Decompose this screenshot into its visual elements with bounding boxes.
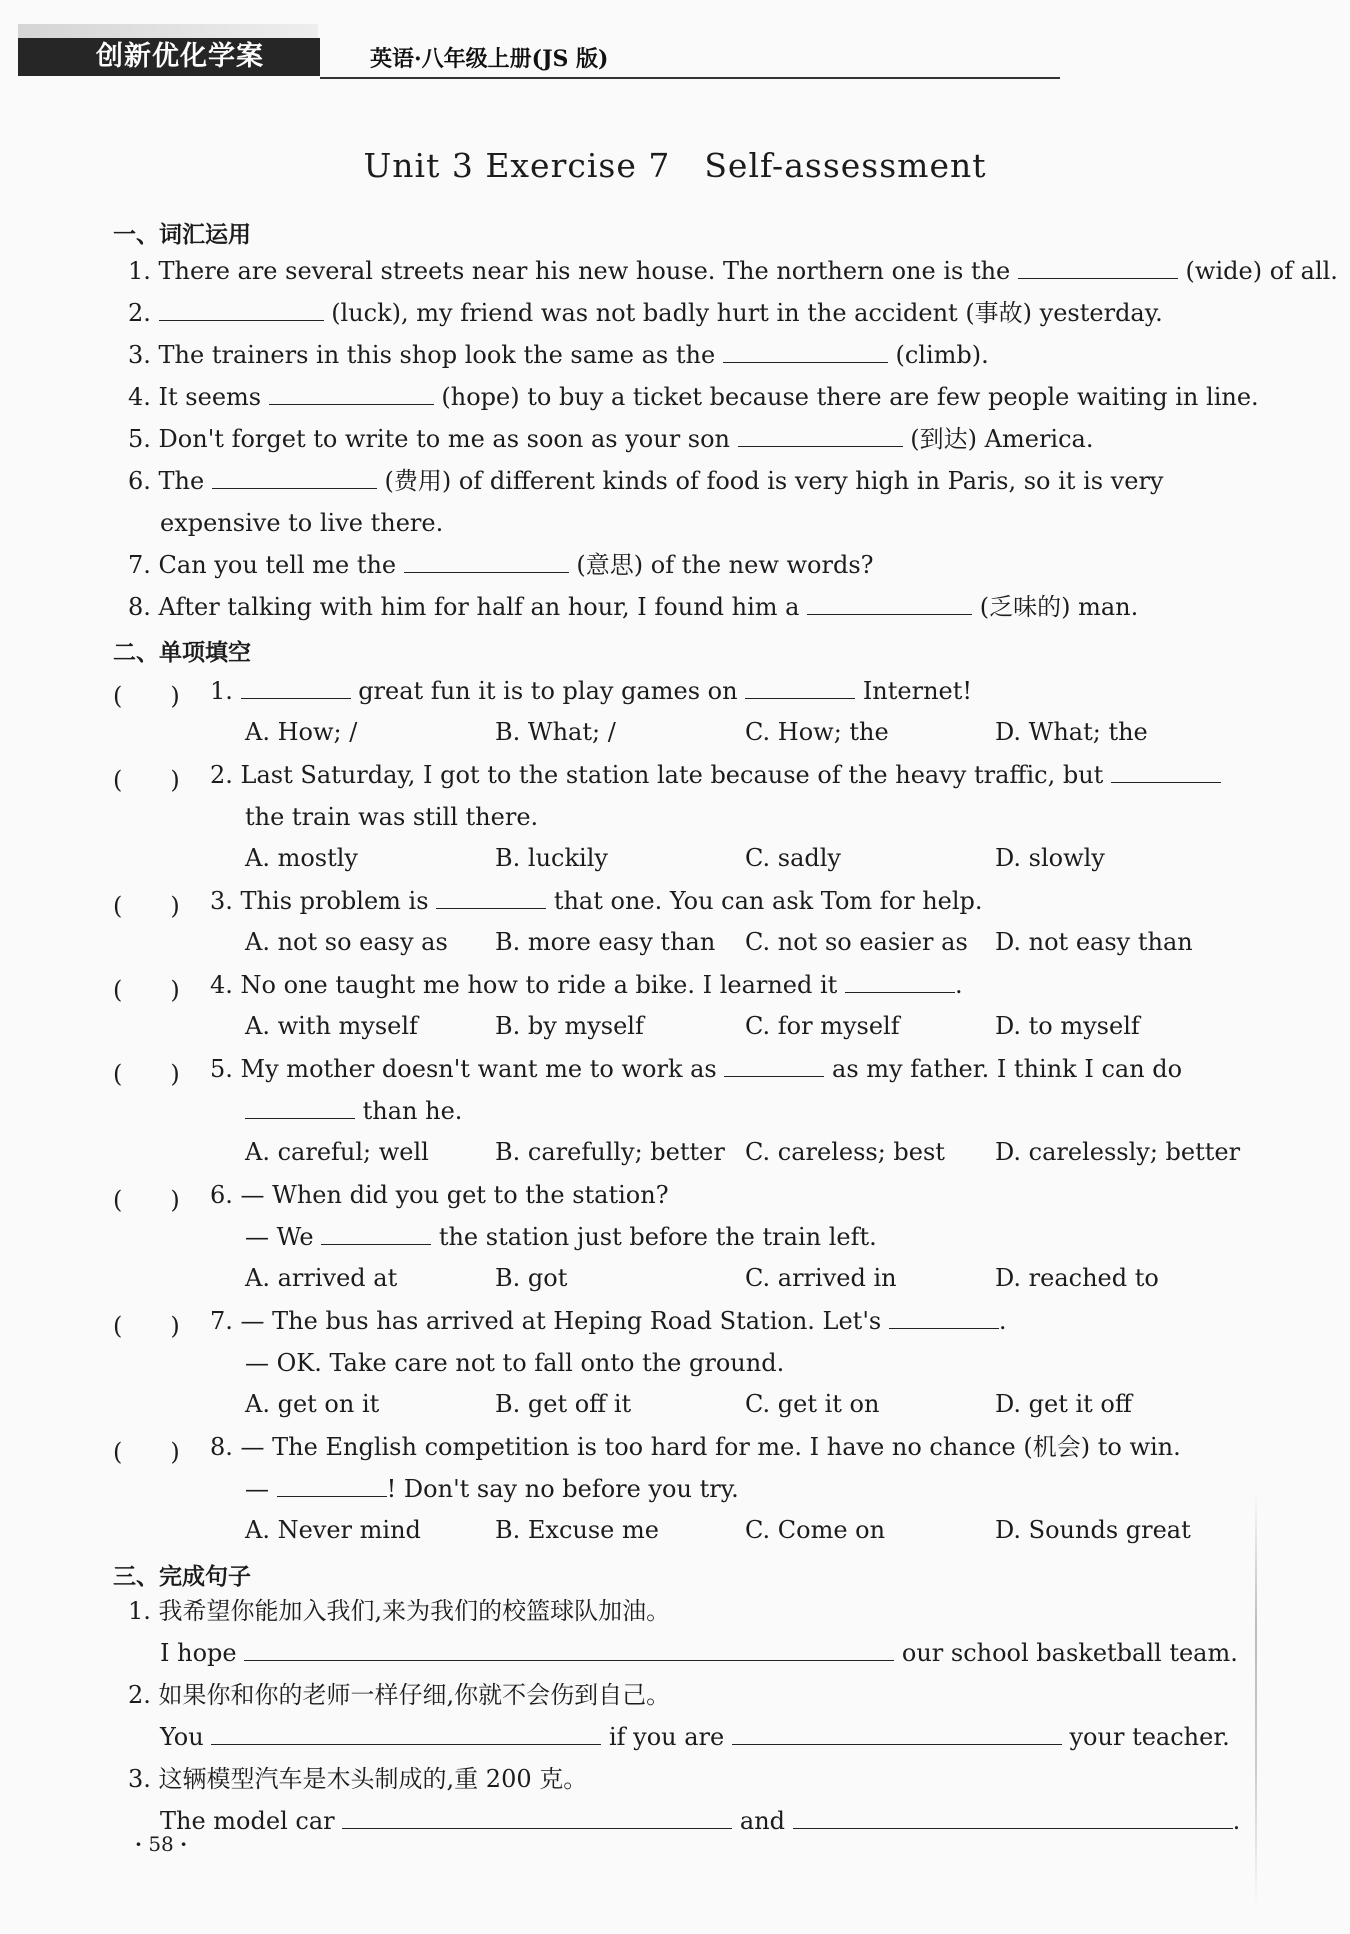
answer-blank[interactable] [745, 676, 855, 699]
page-number: · 58 · [135, 1832, 188, 1856]
option-b[interactable]: B. got [495, 1264, 568, 1292]
answer-blank[interactable] [723, 340, 888, 363]
translate-item-1-english: I hope our school basketball team. [160, 1639, 1238, 1667]
book-label: 英语·八年级上册(JS 版) [370, 46, 609, 72]
option-b[interactable]: B. carefully; better [495, 1138, 725, 1166]
option-a[interactable]: A. with myself [245, 1012, 418, 1040]
section-heading-vocabulary: 一、词汇运用 [113, 222, 251, 248]
option-a[interactable]: A. How; / [245, 718, 358, 746]
answer-blank[interactable] [807, 592, 972, 615]
vocab-item-5: 5. Don't forget to write to me as soon as your son (到达) America. [128, 425, 1094, 453]
mc-question-6-continued: — We the station just before the train left. [245, 1223, 877, 1251]
mc-question-6: 6. — When did you get to the station? [210, 1181, 669, 1209]
mc-question-2: 2. Last Saturday, I got to the station late because of the heavy traffic, but [210, 760, 1221, 790]
translate-item-1-chinese: 1. 我希望你能加入我们,来为我们的校篮球队加油。 [128, 1597, 671, 1625]
mc-question-8-continued: — ! Don't say no before you try. [245, 1475, 739, 1503]
answer-blank[interactable] [277, 1474, 387, 1497]
vocab-item-4: 4. It seems (hope) to buy a ticket because there are few people waiting in line. [128, 383, 1259, 411]
vocab-item-1: 1. There are several streets near his new house. The northern one is the (wide) of all. [128, 257, 1338, 285]
option-b[interactable]: B. get off it [495, 1390, 632, 1418]
answer-paren[interactable]: ( ) [113, 892, 180, 920]
mc-question-7: 7. — The bus has arrived at Heping Road Station. Let's . [210, 1307, 1007, 1335]
answer-blank[interactable] [738, 424, 903, 447]
mc-question-2-continued: the train was still there. [245, 803, 539, 831]
option-d[interactable]: D. not easy than [995, 928, 1193, 956]
option-c[interactable]: C. arrived in [745, 1264, 897, 1292]
answer-blank[interactable] [211, 1722, 601, 1745]
translate-item-3-chinese: 3. 这辆模型汽车是木头制成的,重 200 克。 [128, 1765, 588, 1793]
option-c[interactable]: C. for myself [745, 1012, 900, 1040]
answer-paren[interactable]: ( ) [113, 1060, 180, 1088]
answer-blank[interactable] [269, 382, 434, 405]
answer-paren[interactable]: ( ) [113, 766, 180, 794]
vocab-item-6-continued: expensive to live there. [160, 509, 444, 537]
mc-question-1: 1. great fun it is to play games on Internet! [210, 677, 973, 705]
answer-paren[interactable]: ( ) [113, 1312, 180, 1340]
option-d[interactable]: D. to myself [995, 1012, 1140, 1040]
option-c[interactable]: C. careless; best [745, 1138, 945, 1166]
translate-item-2-english: You if you are your teacher. [160, 1723, 1230, 1751]
vocab-item-7: 7. Can you tell me the (意思) of the new words? [128, 551, 874, 579]
answer-blank[interactable] [1111, 760, 1221, 783]
option-d[interactable]: D. What; the [995, 718, 1148, 746]
vocab-item-8: 8. After talking with him for half an hour, I found him a (乏味的) man. [128, 593, 1139, 621]
option-c[interactable]: C. sadly [745, 844, 841, 872]
answer-blank[interactable] [342, 1806, 732, 1829]
mc-question-4: 4. No one taught me how to ride a bike. I learned it . [210, 971, 963, 999]
option-c[interactable]: C. not so easier as [745, 928, 968, 956]
answer-blank[interactable] [793, 1806, 1233, 1829]
answer-blank[interactable] [1018, 256, 1178, 279]
option-b[interactable]: B. more easy than [495, 928, 716, 956]
option-a[interactable]: A. Never mind [245, 1516, 421, 1544]
answer-blank[interactable] [889, 1306, 999, 1329]
option-a[interactable]: A. not so easy as [245, 928, 448, 956]
answer-blank[interactable] [404, 550, 569, 573]
option-b[interactable]: B. luckily [495, 844, 608, 872]
section-heading-multiple-choice: 二、单项填空 [113, 640, 251, 666]
answer-blank[interactable] [241, 676, 351, 699]
answer-blank[interactable] [732, 1722, 1062, 1745]
vocab-item-2: 2. (luck), my friend was not badly hurt in the accident (事故) yesterday. [128, 299, 1163, 327]
option-a[interactable]: A. get on it [245, 1390, 380, 1418]
mc-question-5-continued: than he. [245, 1096, 462, 1126]
option-d[interactable]: D. get it off [995, 1390, 1132, 1418]
answer-paren[interactable]: ( ) [113, 1186, 180, 1214]
answer-blank[interactable] [321, 1222, 431, 1245]
translate-item-2-chinese: 2. 如果你和你的老师一样仔细,你就不会伤到自己。 [128, 1681, 671, 1709]
mc-question-5: 5. My mother doesn't want me to work as as my father. I think I can do [210, 1055, 1183, 1083]
option-d[interactable]: D. reached to [995, 1264, 1159, 1292]
mc-question-3: 3. This problem is that one. You can ask Tom for help. [210, 887, 983, 915]
answer-blank[interactable] [212, 466, 377, 489]
translate-item-3-english: The model car and . [160, 1807, 1241, 1835]
option-c[interactable]: C. Come on [745, 1516, 886, 1544]
vocab-item-3: 3. The trainers in this shop look the same as the (climb). [128, 341, 989, 369]
option-b[interactable]: B. What; / [495, 718, 616, 746]
option-d[interactable]: D. Sounds great [995, 1516, 1191, 1544]
series-logo: 创新优化学案 [18, 38, 320, 76]
header-rule [320, 77, 1060, 79]
page-edge-shadow [1255, 1490, 1257, 1910]
vocab-item-6: 6. The (费用) of different kinds of food is very high in Paris, so it is very [128, 467, 1164, 495]
header-decoration [18, 24, 318, 38]
answer-blank[interactable] [845, 970, 955, 993]
answer-paren[interactable]: ( ) [113, 976, 180, 1004]
answer-blank[interactable] [724, 1054, 824, 1077]
answer-blank[interactable] [244, 1638, 894, 1661]
answer-paren[interactable]: ( ) [113, 1438, 180, 1466]
option-d[interactable]: D. slowly [995, 844, 1105, 872]
option-b[interactable]: B. by myself [495, 1012, 644, 1040]
answer-blank[interactable] [245, 1096, 355, 1119]
mc-question-8: 8. — The English competition is too hard for me. I have no chance (机会) to win. [210, 1433, 1181, 1461]
option-a[interactable]: A. careful; well [245, 1138, 429, 1166]
mc-question-7-continued: — OK. Take care not to fall onto the ground. [245, 1349, 785, 1377]
section-heading-complete-sentences: 三、完成句子 [113, 1564, 251, 1590]
option-a[interactable]: A. mostly [245, 844, 358, 872]
answer-paren[interactable]: ( ) [113, 682, 180, 710]
option-d[interactable]: D. carelessly; better [995, 1138, 1241, 1166]
answer-blank[interactable] [159, 298, 324, 321]
option-c[interactable]: C. get it on [745, 1390, 880, 1418]
option-a[interactable]: A. arrived at [245, 1264, 398, 1292]
answer-blank[interactable] [436, 886, 546, 909]
option-c[interactable]: C. How; the [745, 718, 889, 746]
option-b[interactable]: B. Excuse me [495, 1516, 659, 1544]
page-title: Unit 3 Exercise 7 Self-assessment [363, 146, 987, 185]
